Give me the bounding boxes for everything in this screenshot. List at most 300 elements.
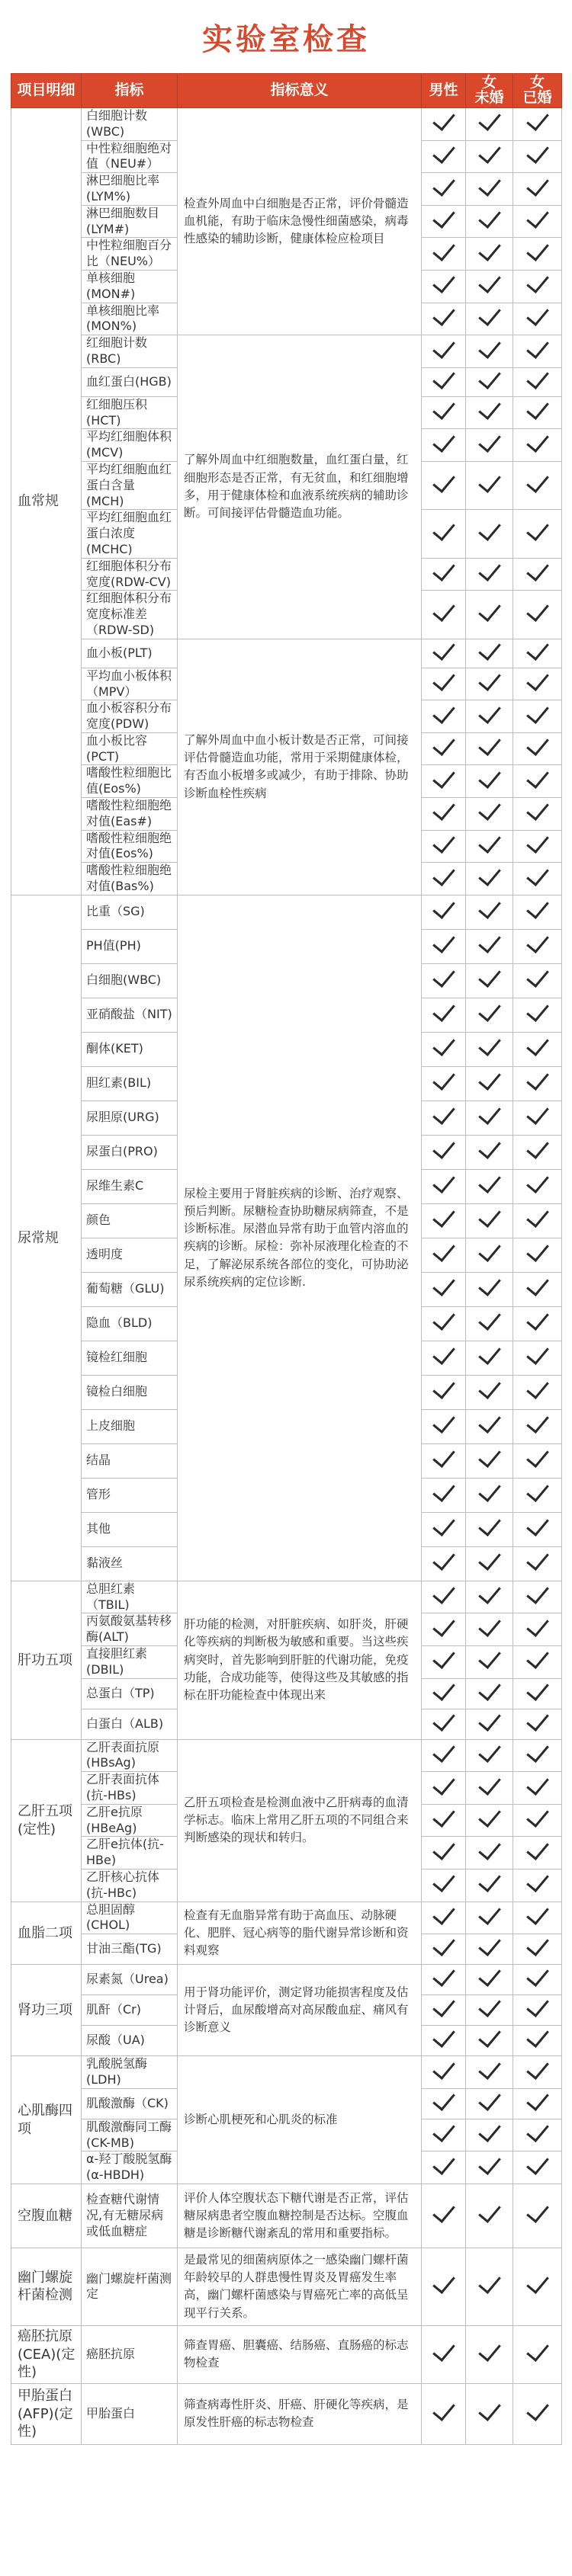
indicator-cell: 直接胆红素(DBIL) [82,1646,178,1679]
check-cell-male [422,1375,466,1409]
check-mark-icon [526,1479,549,1502]
check-mark-icon [432,396,455,420]
check-mark-icon [432,140,455,164]
check-mark-icon [432,2338,455,2362]
check-cell-female-married [513,591,562,639]
check-cell-female-unmarried [466,2184,513,2248]
check-mark-icon [526,1136,549,1159]
check-cell-female-unmarried [466,1032,513,1066]
check-cell-female-married [513,510,562,558]
check-mark-icon [478,830,501,854]
check-cell-male [422,140,466,173]
indicator-cell: 平均红细胞血红蛋白含量(MCH) [82,461,178,509]
check-mark-icon [432,700,455,724]
check-mark-icon [432,205,455,229]
check-mark-icon [478,1376,501,1399]
check-mark-icon [432,896,455,919]
check-mark-icon [432,173,455,197]
check-mark-icon [526,1869,549,1892]
check-cell-female-married [513,732,562,765]
check-mark-icon [478,2087,501,2111]
check-mark-icon [478,1136,501,1159]
check-cell-female-unmarried [466,303,513,335]
table-row [11,1581,562,1613]
check-mark-icon [526,1341,549,1365]
check-mark-icon [526,469,549,493]
meaning-cell: 检查外周血中白细胞是否正常，评价骨髓造血机能，有助于临床急慢性细菌感染，病毒性感染的辅助诊断，健康体检应检项目 [178,108,422,335]
indicator-cell: 血红蛋白(HGB) [82,367,178,396]
indicator-cell: 颜色 [82,1203,178,1238]
check-cell-female-married [513,1443,562,1478]
table-row [11,1965,562,1995]
check-cell-female-unmarried [466,1135,513,1169]
check-mark-icon [478,964,501,988]
check-cell-male [422,1870,466,1902]
check-cell-female-unmarried [466,140,513,173]
check-mark-icon [432,2398,455,2421]
check-mark-icon [478,2056,501,2080]
indicator-cell: 单核细胞(MON#) [82,270,178,303]
indicator-cell: 乙肝核心抗体(抗-HBc) [82,1870,178,1902]
check-cell-female-married [513,558,562,591]
check-mark-icon [478,205,501,229]
check-cell-female-unmarried [466,639,513,668]
indicator-cell: 尿维生素C [82,1169,178,1203]
check-cell-female-unmarried [466,1772,513,1805]
check-cell-male [422,108,466,141]
lab-test-table [11,73,562,2445]
check-cell-female-married [513,1375,562,1409]
check-mark-icon [526,1547,549,1571]
check-cell-female-unmarried [466,1678,513,1709]
check-mark-icon [478,765,501,789]
check-mark-icon [526,998,549,1022]
check-mark-icon [432,1136,455,1159]
check-mark-icon [478,173,501,197]
check-mark-icon [432,469,455,493]
check-mark-icon [526,1238,549,1262]
check-mark-icon [526,1645,549,1669]
check-cell-female-unmarried [466,863,513,896]
check-cell-female-married [513,2184,562,2248]
indicator-cell: 平均红细胞体积(MCV) [82,429,178,462]
check-mark-icon [432,335,455,359]
check-mark-icon [432,303,455,326]
check-cell-female-unmarried [466,732,513,765]
check-mark-icon [526,1307,549,1331]
check-cell-female-unmarried [466,700,513,733]
category-cell: 甲胎蛋白(AFP)(定性) [11,2383,82,2444]
check-mark-icon [478,1307,501,1331]
check-cell-male [422,173,466,206]
check-mark-icon [432,1994,455,2017]
table-row [11,1902,562,1934]
check-cell-female-unmarried [466,1101,513,1135]
check-cell-female-married [513,830,562,863]
check-cell-female-married [513,1934,562,1965]
check-mark-icon [478,1677,501,1701]
check-cell-female-unmarried [466,2056,513,2089]
check-mark-icon [478,1581,501,1604]
check-cell-female-unmarried [466,1837,513,1870]
check-mark-icon [526,1376,549,1399]
indicator-cell: 肌酸激酶（CK) [82,2088,178,2119]
indicator-cell: 总胆红素（TBIL) [82,1581,178,1613]
check-cell-female-unmarried [466,367,513,396]
check-mark-icon [478,598,501,622]
check-mark-icon [478,1033,501,1056]
check-cell-female-married [513,1066,562,1101]
header-meaning: 指标意义 [178,74,422,108]
check-mark-icon [526,335,549,359]
check-cell-female-unmarried [466,1739,513,1772]
indicator-cell: 总胆固醇(CHOL) [82,1902,178,1934]
check-cell-female-married [513,1804,562,1837]
check-cell-male [422,1443,466,1478]
check-cell-female-married [513,895,562,929]
check-mark-icon [432,1033,455,1056]
check-mark-icon [432,2119,455,2142]
check-cell-female-married [513,1646,562,1679]
check-cell-female-unmarried [466,1965,513,1995]
table-row [11,335,562,368]
check-mark-icon [432,1963,455,1987]
check-mark-icon [432,1204,455,1228]
check-cell-female-unmarried [466,1512,513,1546]
indicator-cell: 中性粒细胞百分比（NEU%） [82,238,178,271]
check-cell-male [422,2383,466,2444]
table-body [11,108,562,2445]
indicator-cell: 透明度 [82,1238,178,1272]
indicator-cell: 红细胞计数(RBC) [82,335,178,368]
check-cell-female-married [513,1478,562,1512]
check-cell-female-married [513,2119,562,2151]
check-cell-male [422,270,466,303]
indicator-cell: 管形 [82,1478,178,1512]
meaning-cell: 是最常见的细菌病原体之一感染幽门螺杆菌年龄较早的人群患慢性胃炎及胃癌发生率高，幽门螺杆菌感染与胃癌死亡率的高低呈现平行关系。 [178,2248,422,2325]
indicator-cell: 乙肝表面抗原(HBsAg) [82,1739,178,1772]
check-mark-icon [478,238,501,261]
indicator-cell: 黏液丝 [82,1546,178,1581]
check-mark-icon [526,1444,549,1468]
meaning-cell: 乙肝五项检查是检测血液中乙肝病毒的血清学标志。临床上常用乙肝五项的不同组合来判断感染的现状和转归。 [178,1739,422,1902]
check-cell-female-unmarried [466,963,513,998]
check-mark-icon [432,429,455,453]
check-mark-icon [526,558,549,582]
check-mark-icon [478,700,501,724]
check-mark-icon [526,732,549,756]
check-cell-female-married [513,700,562,733]
check-cell-female-unmarried [466,270,513,303]
check-cell-female-married [513,367,562,396]
check-mark-icon [478,1238,501,1262]
check-mark-icon [432,830,455,854]
category-cell: 心肌酶四项 [11,2056,82,2184]
check-cell-male [422,1902,466,1934]
check-cell-female-unmarried [466,1581,513,1613]
check-mark-icon [432,1613,455,1637]
check-cell-male [422,2056,466,2089]
check-mark-icon [478,107,501,131]
check-cell-female-married [513,668,562,700]
check-cell-female-married [513,1739,562,1772]
check-mark-icon [478,1479,501,1502]
check-cell-female-married [513,1613,562,1646]
indicator-cell: 甲胎蛋白 [82,2383,178,2444]
indicator-cell: 上皮细胞 [82,1409,178,1443]
check-mark-icon [526,1933,549,1956]
check-cell-female-unmarried [466,1203,513,1238]
check-cell-female-unmarried [466,1443,513,1478]
check-mark-icon [526,1273,549,1296]
indicator-cell: 比重（SG) [82,895,178,929]
check-mark-icon [432,1513,455,1536]
check-cell-female-married [513,173,562,206]
indicator-cell: 其他 [82,1512,178,1546]
meaning-cell: 筛查胃癌、胆囊癌、结肠癌、直肠癌的标志物检查 [178,2325,422,2383]
check-mark-icon [432,238,455,261]
check-mark-icon [432,1376,455,1399]
check-mark-icon [526,1772,549,1796]
indicator-cell: 白细胞计数(WBC) [82,108,178,141]
check-mark-icon [478,1902,501,1925]
check-mark-icon [478,1994,501,2017]
indicator-cell: 平均红细胞血红蛋白浓度(MCHC) [82,510,178,558]
check-cell-female-unmarried [466,2026,513,2056]
check-mark-icon [526,517,549,541]
check-cell-female-married [513,998,562,1032]
check-cell-female-unmarried [466,461,513,509]
check-cell-male [422,591,466,639]
check-cell-female-unmarried [466,1409,513,1443]
indicator-cell: α-羟丁酸脱氢酶(α-HBDH) [82,2151,178,2184]
check-mark-icon [526,2024,549,2048]
check-cell-female-unmarried [466,1066,513,1101]
check-cell-female-married [513,1306,562,1341]
category-cell: 癌胚抗原(CEA)(定性) [11,2325,82,2383]
check-mark-icon [432,797,455,821]
check-cell-male [422,765,466,798]
check-cell-male [422,1169,466,1203]
check-mark-icon [526,1581,549,1604]
check-mark-icon [432,1804,455,1828]
check-mark-icon [432,1341,455,1365]
check-mark-icon [432,1307,455,1331]
indicator-cell: 镜检白细胞 [82,1375,178,1409]
check-mark-icon [526,1902,549,1925]
indicator-cell: 幽门螺旋杆菌测定 [82,2248,178,2325]
indicator-cell: 肌酸激酶同工酶(CK-MB) [82,2119,178,2151]
check-mark-icon [526,2200,549,2223]
check-cell-female-unmarried [466,1995,513,2026]
check-mark-icon [432,964,455,988]
check-cell-female-married [513,639,562,668]
check-cell-male [422,558,466,591]
check-cell-female-unmarried [466,1169,513,1203]
check-cell-male [422,1546,466,1581]
check-mark-icon [526,964,549,988]
check-mark-icon [432,1772,455,1796]
check-cell-male [422,303,466,335]
check-mark-icon [478,396,501,420]
check-cell-male [422,1804,466,1837]
check-cell-male [422,2184,466,2248]
check-mark-icon [478,1513,501,1536]
indicator-cell: 嗜酸性粒细胞绝对值(Eas#) [82,798,178,831]
check-cell-male [422,1709,466,1739]
check-cell-female-married [513,1837,562,1870]
check-mark-icon [432,668,455,691]
check-cell-female-unmarried [466,765,513,798]
check-mark-icon [478,2270,501,2294]
check-cell-female-unmarried [466,335,513,368]
check-mark-icon [526,2056,549,2080]
check-cell-female-married [513,2151,562,2184]
check-mark-icon [478,1963,501,1987]
check-cell-female-married [513,2088,562,2119]
header-female-unmarried: 女 未婚 [466,74,513,108]
indicator-cell: 血小板比容(PCT) [82,732,178,765]
check-cell-female-unmarried [466,173,513,206]
check-mark-icon [478,637,501,661]
category-cell: 乙肝五项(定性) [11,1739,82,1902]
check-mark-icon [432,270,455,293]
check-cell-female-married [513,1409,562,1443]
check-mark-icon [526,2151,549,2175]
category-cell: 血常规 [11,108,82,896]
check-cell-female-married [513,1272,562,1306]
check-mark-icon [526,270,549,293]
indicator-cell: 肌酐（Cr) [82,1995,178,2026]
check-cell-female-married [513,2325,562,2383]
check-cell-female-married [513,140,562,173]
check-cell-female-married [513,2383,562,2444]
check-cell-female-married [513,429,562,462]
indicator-cell: 镜检红细胞 [82,1341,178,1375]
indicator-cell: 血小板(PLT) [82,639,178,668]
check-mark-icon [432,1708,455,1732]
check-cell-female-married [513,238,562,271]
check-cell-male [422,798,466,831]
check-mark-icon [526,1204,549,1228]
check-cell-female-unmarried [466,895,513,929]
check-cell-male [422,429,466,462]
indicator-cell: 胆红素(BIL) [82,1066,178,1101]
indicator-cell: 红细胞体积分布宽度(RDW-CV) [82,558,178,591]
check-mark-icon [478,1772,501,1796]
check-mark-icon [432,1067,455,1091]
check-cell-male [422,1203,466,1238]
check-mark-icon [432,1933,455,1956]
check-cell-male [422,1341,466,1375]
check-mark-icon [526,2398,549,2421]
category-cell: 幽门螺旋杆菌检测 [11,2248,82,2325]
check-mark-icon [478,1804,501,1828]
check-mark-icon [432,1410,455,1434]
header-indicator: 指标 [82,74,178,108]
check-cell-male [422,668,466,700]
check-cell-male [422,963,466,998]
check-cell-male [422,998,466,1032]
meaning-cell: 了解外周血中红细胞数量，血红蛋白量，红细胞形态是否正常，有无贫血，和红细胞增多，用于健康体检和血液系统疾病的辅助诊断。可间接评估骨髓造血功能。 [178,335,422,639]
check-cell-female-married [513,1870,562,1902]
check-mark-icon [526,303,549,326]
check-cell-female-unmarried [466,1934,513,1965]
check-mark-icon [526,1410,549,1434]
check-mark-icon [526,797,549,821]
check-cell-male [422,1135,466,1169]
check-cell-female-married [513,1135,562,1169]
meaning-cell: 评价人体空腹状态下糖代谢是否正常，评估糖尿病患者空腹血糖控制是否达标。空腹血糖是诊断糖代谢紊乱的常用和重要指标。 [178,2184,422,2248]
indicator-cell: 尿蛋白(PRO) [82,1135,178,1169]
check-mark-icon [432,863,455,886]
check-mark-icon [432,637,455,661]
check-cell-male [422,895,466,929]
indicator-cell: 红细胞体积分布宽度标准差（RDW-SD) [82,591,178,639]
check-cell-male [422,2119,466,2151]
check-cell-female-married [513,765,562,798]
check-mark-icon [478,1204,501,1228]
check-mark-icon [478,1101,501,1125]
check-cell-male [422,461,466,509]
indicator-cell: 淋巴细胞比率(LYM%) [82,173,178,206]
check-mark-icon [478,335,501,359]
check-cell-female-unmarried [466,1870,513,1902]
check-cell-female-married [513,1902,562,1934]
indicator-cell: 结晶 [82,1443,178,1478]
check-mark-icon [432,1101,455,1125]
check-cell-male [422,1066,466,1101]
table-row [11,639,562,668]
check-cell-female-unmarried [466,2119,513,2151]
check-mark-icon [478,896,501,919]
meaning-cell: 筛查病毒性肝炎、肝癌、肝硬化等疾病，是原发性肝癌的标志物检查 [178,2383,422,2444]
table-row [11,1739,562,1772]
check-cell-female-married [513,1581,562,1613]
check-cell-male [422,1101,466,1135]
indicator-cell: 酮体(KET) [82,1032,178,1066]
check-cell-female-unmarried [466,108,513,141]
indicator-cell: 葡萄糖（GLU) [82,1272,178,1306]
indicator-cell: 检查糖代谢情况,有无糖尿病或低血糖症 [82,2184,178,2248]
check-mark-icon [478,2200,501,2223]
check-cell-female-unmarried [466,238,513,271]
check-cell-female-unmarried [466,591,513,639]
check-mark-icon [526,598,549,622]
check-cell-male [422,929,466,963]
check-cell-female-married [513,1169,562,1203]
indicator-cell: 嗜酸性粒细胞绝对值(Bas%) [82,863,178,896]
check-cell-female-married [513,929,562,963]
indicator-cell: 淋巴细胞数目(LYM#) [82,205,178,238]
indicator-cell: 乙肝e抗体(抗-HBe) [82,1837,178,1870]
check-mark-icon [526,863,549,886]
check-mark-icon [526,668,549,691]
check-cell-female-married [513,108,562,141]
check-cell-male [422,639,466,668]
check-mark-icon [432,1869,455,1892]
header-male: 男性 [422,74,466,108]
check-mark-icon [478,1869,501,1892]
check-mark-icon [432,1238,455,1262]
indicator-cell: 红细胞压积(HCT) [82,396,178,429]
check-cell-female-married [513,205,562,238]
meaning-cell: 尿检主要用于肾脏疾病的诊断、治疗观察、预后判断。尿糖检查协助糖尿病筛查，不是诊断标准。尿潜血异常有助于血管内溶血的疾病的诊断。尿检：弥补尿液理化检查的不足，了解泌尿系统各部位的变化，可协助泌尿系统疾病的定位诊断. [178,895,422,1581]
check-cell-female-unmarried [466,1341,513,1375]
category-cell: 尿常规 [11,895,82,1581]
check-mark-icon [432,598,455,622]
check-mark-icon [478,558,501,582]
